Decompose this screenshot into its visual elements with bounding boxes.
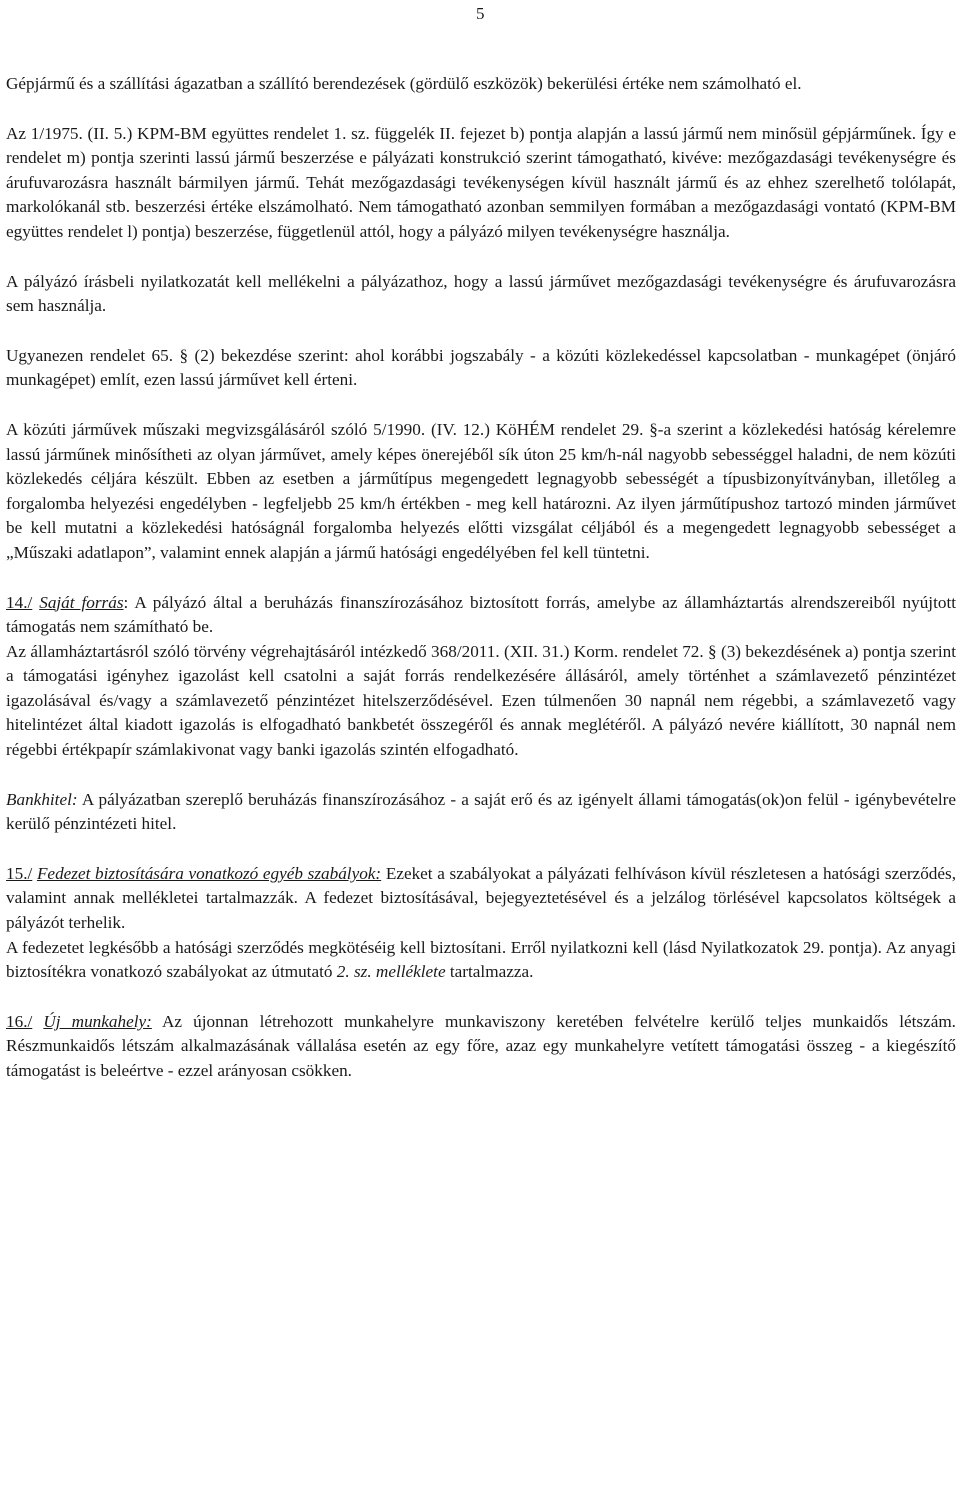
section-16-text: Az újonnan létrehozott munkahelyre munkaviszony keretében felvételre kerülő teljes munkaidős létszám. Részmunkaidős létszám alkalmazásának vállalása esetén az egy főre, azaz egy munkahelyre vetített támogatási összeg - a kiegészítő támogatást is beleértve - ezzel arányosan csökken. [6, 1011, 956, 1080]
page-number: 5 [476, 4, 485, 23]
bank-loan-label: Bankhitel: [6, 789, 78, 809]
paragraph-inspection-decree: A közúti járművek műszaki megvizsgálásáról szóló 5/1990. (IV. 12.) KöHÉM rendelet 29. §-a szerint a közlekedési hatóság kérelemre lassú járműnek minősítheti az olyan járművet, amely képes önerejéből sík úton 25 km/h-nál nagyobb sebességgel haladni, de nem közúti közlekedés céljára készült. Ebben az esetben a járműtípus megengedett legnagyobb sebességét a típusbizonyítványban, illetőleg a forgalomba helyezési engedélyben - legfeljebb 25 km/h értékben - meg kell határozni. Az ilyen járműtípushoz tartozó minden járművet be kell mutatni a közlekedési hatóságnál forgalomba helyezés előtti vizsgálat céljából és a megengedett legnagyobb sebességet a „Műszaki adatlapon”, valamint ennek alapján a jármű hatósági engedélyében fel kell tüntetni. [6, 419, 956, 562]
section-16-new-job [6, 1010, 956, 1084]
section-15-details-end: tartalmazza. [445, 962, 534, 982]
section-15-title: Fedezet biztosítására vonatkozó egyéb szabályok: [36, 863, 382, 883]
section-16-number: 16./ [6, 1011, 33, 1031]
bank-loan-definition [6, 788, 956, 837]
section-15-text: Ezeket a szabályokat a pályázati felhíváson kívül részletesen a hatósági szerződés, valamint annak mellékletei tartalmazzák. A fedezet biztosításával, bejegyeztetésével és a jelzálog törlésével kapcsolatos költségek a pályázót terhelik. [6, 863, 956, 933]
annex-reference: 2. sz. melléklete [336, 962, 446, 982]
document-body [6, 72, 956, 1084]
bank-loan-text: A pályázatban szereplő beruházás finanszírozásához - a saját erő és az igényelt állami támogatás(ok)on felül - igénybevételre kerülő pénzintézeti hitel. [6, 789, 956, 834]
section-16-title: Új munkahely: [43, 1011, 152, 1031]
paragraph-vehicle-exclusion: Gépjármű és a szállítási ágazatban a szállító berendezések (gördülő eszközök) bekerülési értéke nem számolható el. [6, 74, 802, 93]
paragraph-slow-vehicle-rule: Az 1/1975. (II. 5.) KPM-BM együttes rendelet 1. sz. függelék II. fejezet b) pontja alapján a lassú jármű nem minősül gépjárműnek. Így e rendelet m) pontja szerinti lassú jármű beszerzése e pályázati konstrukció szerint támogatható, kivéve: mezőgazdasági tevékenységre és árufuvarozásra használt bármilyen jármű. Tehát mezőgazdasági tevékenységen kívül használt jármű és az ehhez szerelhető tolólapát, markolókanál stb. beszerzési értéke elszámolható. Nem támogatható azonban semmilyen formában a mezőgazdasági vontató (KPM-BM együttes rendelet l) pontja) beszerzése, függetlenül attól, hogy a pályázó milyen tevékenységre használja. [6, 123, 956, 241]
section-15-details-text: A fedezetet legkésőbb a hatósági szerződés megkötéséig kell biztosítani. Erről nyilatkozni kell (lásd Nyilatkozatok 29. pontja). Az anyagi biztosítékra vonatkozó szabályokat az útmutató [6, 937, 956, 982]
section-14-text: A pályázó által a beruházás finanszírozásához biztosított forrás, amelybe az államháztartás alrendszereiből nyújtott támogatás nem számítható be. [6, 592, 957, 637]
paragraph-declaration: A pályázó írásbeli nyilatkozatát kell mellékelni a pályázathoz, hogy a lassú járművet mezőgazdasági tevékenységre és árufuvarozásra sem használja. [6, 271, 956, 316]
section-14-colon: : [123, 592, 135, 612]
section-15-collateral [6, 862, 956, 936]
section-14-own-resources [6, 591, 956, 640]
section-15-details [6, 936, 956, 985]
section-14-title: Saját forrás [39, 592, 124, 612]
section-14-details: Az államháztartásról szóló törvény végrehajtásáról intézkedő 368/2011. (XII. 31.) Korm. rendelet 72. § (3) bekezdésének a) pontja szerint a támogatási igényhez igazolást kell csatolni a saját forrás rendelkezésére állásáról, amely történhet a számlavezető pénzintézet igazolásával és/vagy a számlavezető pénzintézet hitelszerződésével. Ezen túlmenően 30 napnál nem régebbi, a számlavezető vagy hitelintézet által kiadott igazolás is elfogadható bankbetét összegéről és annak meglétéről. A pályázó nevére kiállított, 30 napnál nem régebbi értékpapír számlakivonat vagy banki igazolás szintén elfogadható. [6, 641, 956, 760]
paragraph-same-decree: Ugyanezen rendelet 65. § (2) bekezdése szerint: ahol korábbi jogszabály - a közúti közlekedéssel kapcsolatban - munkagépet (önjáró munkagépet) említ, ezen lassú járművet kell érteni. [6, 345, 956, 390]
section-15-number: 15./ [6, 863, 33, 883]
section-14-number: 14./ [6, 592, 33, 612]
